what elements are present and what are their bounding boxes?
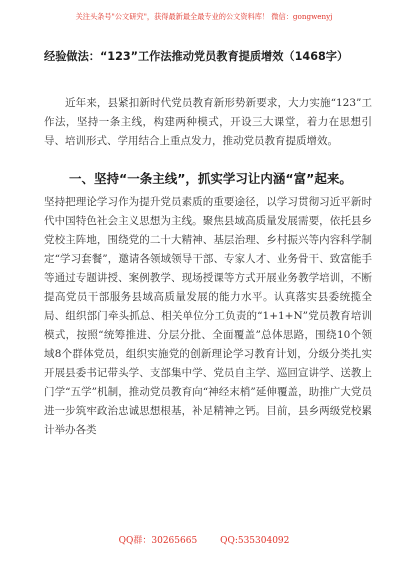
header-banner: 关注头条号"公文研究"，获得最新最全最专业的公文资料库！ 微信：gongwenyj xyxy=(75,12,333,21)
section-heading: 一、坚持“一条主线”，抓实学习让内涵“富”起来。 xyxy=(69,171,352,186)
footer-contact xyxy=(0,533,408,546)
document-title: 经验做法：“123”工作法推动党员教育提质增效（1468字） xyxy=(44,50,349,63)
footer-qq: QQ:535304092 xyxy=(220,536,290,546)
section-paragraph: 坚持把理论学习作为提升党员素质的重要途径，以学习贯彻习近平新时代中国特色社会主义思想为主线。聚焦县域高质量发展需要，依托县乡党校主阵地，围绕党的二十大精神、基层治理、乡村振兴等内容科学制定“学习套餐”，邀请各领域领导干部、专家人才、业务骨干、致富能手等通过专题讲授、案例教学、现场授课等方式开展业务教学培训，不断提高党员干部服务县域高质量发展的能力水平。认真落实县委统揽全局、组织部门牵头抓总、相关单位分工负责的“1+1+N”党员教育培训模式，按照“统筹推进、分层分批、全面覆盖”总体思路，围绕10个领域8个群体党员，组织实施党的创新理论学习教育计划，分级分类扎实开展县委书记带头学、支部集中学、党员自主学、巡回宣讲学、送教上门学“五学”机制，推动党员教育向“神经末梢”延伸覆盖，助推广大党员进一步筑牢政治忠诚思想根基，补足精神之钙。目前，县乡两级党校累计举办各类 xyxy=(44,196,372,436)
footer-qq-group: QQ群：30265665 xyxy=(118,536,198,546)
intro-paragraph: 近年来，县紧扣新时代党员教育新形势新要求，大力实施“123”工作法，坚持一条主线，构建两种模式，开设三大课堂，着力在思想引导、培训形式、学用结合上重点发力，推动党员教育提质增效。 xyxy=(44,97,372,147)
